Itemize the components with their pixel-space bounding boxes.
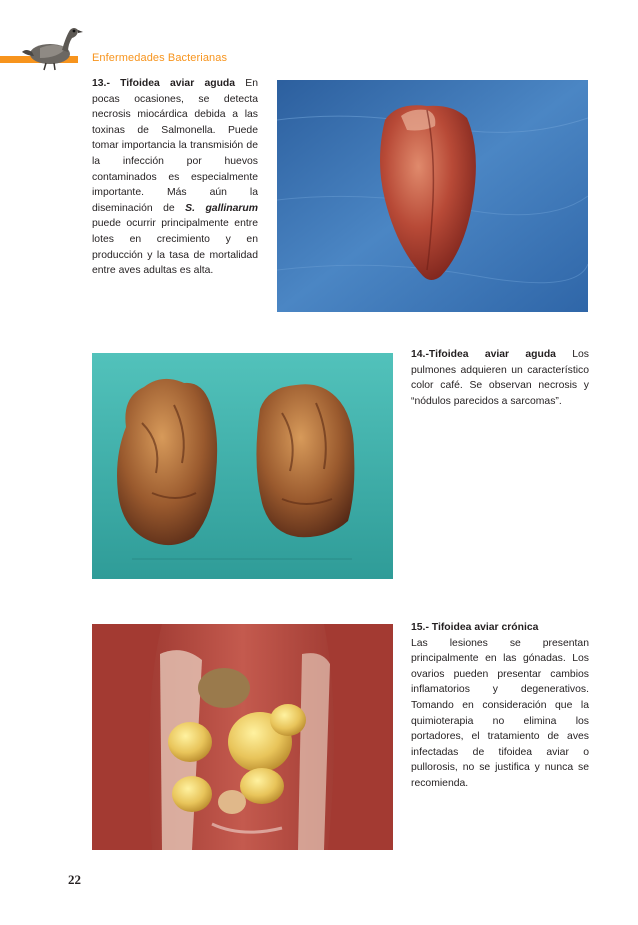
- ovary-photo: [92, 624, 393, 850]
- caption-15: [411, 620, 589, 792]
- caption-15-title: 15.- Tifoidea aviar crónica: [411, 622, 539, 633]
- caption-13: [92, 76, 258, 279]
- heart-photo: [277, 80, 588, 312]
- duck-icon: [20, 18, 84, 72]
- caption-15-text: Las lesiones se presentan principalmente en las gónadas. Los ovarios pueden presentar cambios inflamatorios y degenerativos. Tomando en consideración que la quimioterapia no elimina los portadores, el tratamiento de aves infectadas de tifoidea aviar o pullorosis, no se justifica y nunca se recomienda.: [411, 637, 589, 789]
- caption-13-text-b: puede ocurrir principalmente entre lotes en crecimiento y en producción y la tasa de mortalidad entre aves adultas es alta.: [92, 218, 258, 277]
- section-title: Enfermedades Bacterianas: [92, 52, 228, 64]
- page-number: 22: [68, 872, 81, 887]
- caption-14: [411, 347, 589, 409]
- caption-13-text-a: En pocas ocasiones, se detecta necrosis miocárdica debida a las toxinas de Salmonella. Puede tomar importancia la transmisión de la infección por huevos contaminados es especialmente importante. Más aún la diseminación de: [92, 78, 258, 214]
- caption-13-species: S. gallinarum: [185, 202, 258, 214]
- caption-14-title: 14.-Tifoidea aviar aguda: [411, 349, 556, 360]
- caption-14-text: Los pulmones adquieren un característico color café. Se observan necrosis y “nódulos parecidos a sarcomas”.: [411, 349, 589, 407]
- caption-13-title: 13.- Tifoidea aviar aguda: [92, 78, 236, 89]
- lungs-photo: [92, 353, 393, 579]
